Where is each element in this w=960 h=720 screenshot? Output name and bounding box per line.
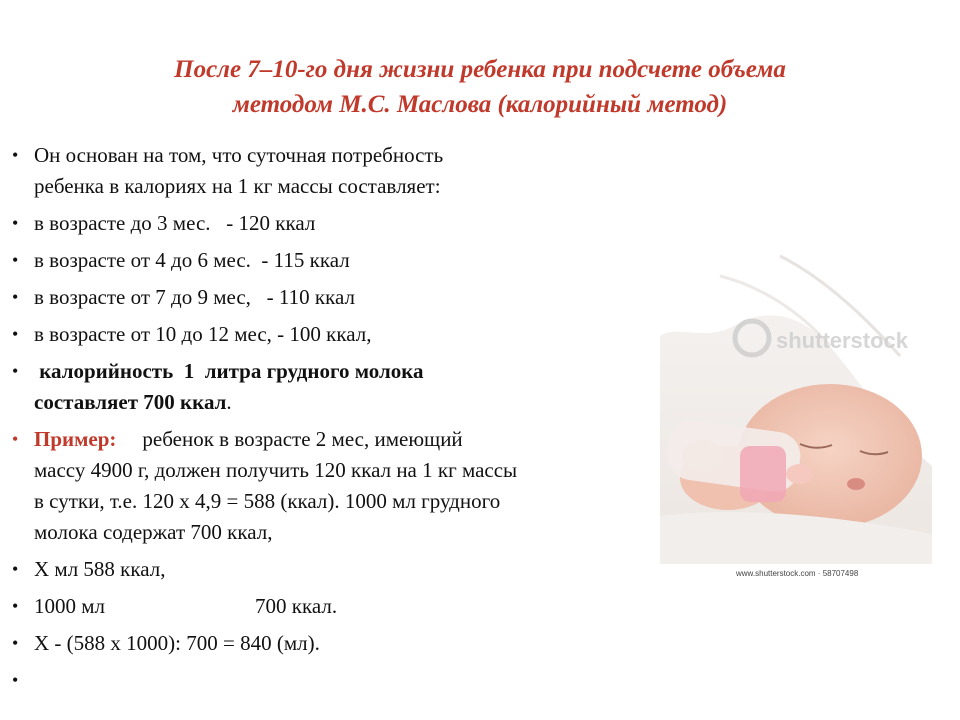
title-line-2: методом М.С. Маслова (калорийный метод)	[232, 91, 728, 118]
bullet-item	[12, 245, 652, 276]
bullet-icon: •	[12, 559, 19, 579]
bullet-text: калорийность 1 литра грудного молока	[34, 359, 424, 383]
bullet-text: в возрасте от 10 до 12 мес, - 100 ккал,	[34, 322, 372, 346]
bullet-item-example	[12, 424, 652, 548]
bullet-text-left: 1000 мл	[34, 594, 106, 618]
bullet-icon: •	[12, 324, 19, 344]
example-label: Пример:	[34, 427, 117, 451]
bullet-item	[12, 319, 652, 350]
bullet-text-right: 700 ккал.	[255, 594, 338, 618]
bullet-text: Он основан на том, что суточная потребность	[34, 143, 444, 167]
bullet-icon: •	[12, 145, 19, 165]
bullet-icon: •	[12, 287, 19, 307]
bullet-icon: •	[12, 429, 19, 449]
bullet-item	[12, 282, 652, 313]
bullet-item	[12, 208, 652, 239]
baby-photo-illustration	[660, 216, 932, 564]
bullet-item	[12, 591, 652, 622]
photo-caption: www.shutterstock.com · 58707498	[736, 569, 859, 578]
bullet-item	[12, 356, 652, 418]
bullet-item	[12, 628, 652, 659]
bullet-text: в возрасте от 4 до 6 мес. - 115 ккал	[34, 248, 350, 272]
bullet-item	[12, 554, 652, 585]
bullet-text: в сутки, т.е. 120 х 4,9 = 588 (ккал). 1000 мл грудного	[34, 489, 501, 513]
bullet-icon: •	[12, 670, 19, 690]
bullet-text: ребенка в калориях на 1 кг массы составляет:	[34, 174, 441, 198]
baby-photo	[660, 216, 932, 564]
title-line-1: После 7–10-го дня жизни ребенка при подсчете объема	[174, 56, 786, 83]
slide-title	[40, 52, 920, 122]
bullet-icon: •	[12, 250, 19, 270]
bullet-suffix: .	[226, 390, 232, 414]
bullet-text: молока содержат 700 ккал,	[34, 520, 273, 544]
bullet-item	[12, 140, 652, 202]
bullet-icon: •	[12, 213, 19, 233]
bullet-icon: •	[12, 633, 19, 653]
bullet-icon: •	[12, 596, 19, 616]
bullet-text: массу 4900 г, должен получить 120 ккал на 1 кг массы	[34, 458, 518, 482]
bullet-text: составляет 700 ккал	[34, 390, 227, 414]
bullet-icon: •	[12, 361, 19, 381]
watermark-text: shutterstock	[776, 328, 909, 353]
bullet-text: в возрасте от 7 до 9 мес, - 110 ккал	[34, 285, 355, 309]
bullet-text: ребенок в возрасте 2 мес, имеющий	[142, 427, 463, 451]
bullet-list	[12, 140, 652, 690]
bullet-text: в возрасте до 3 мес. - 120 ккал	[34, 211, 316, 235]
bullet-text: Х - (588 х 1000): 700 = 840 (мл).	[34, 631, 320, 655]
bullet-text: Х мл 588 ккал,	[34, 557, 166, 581]
